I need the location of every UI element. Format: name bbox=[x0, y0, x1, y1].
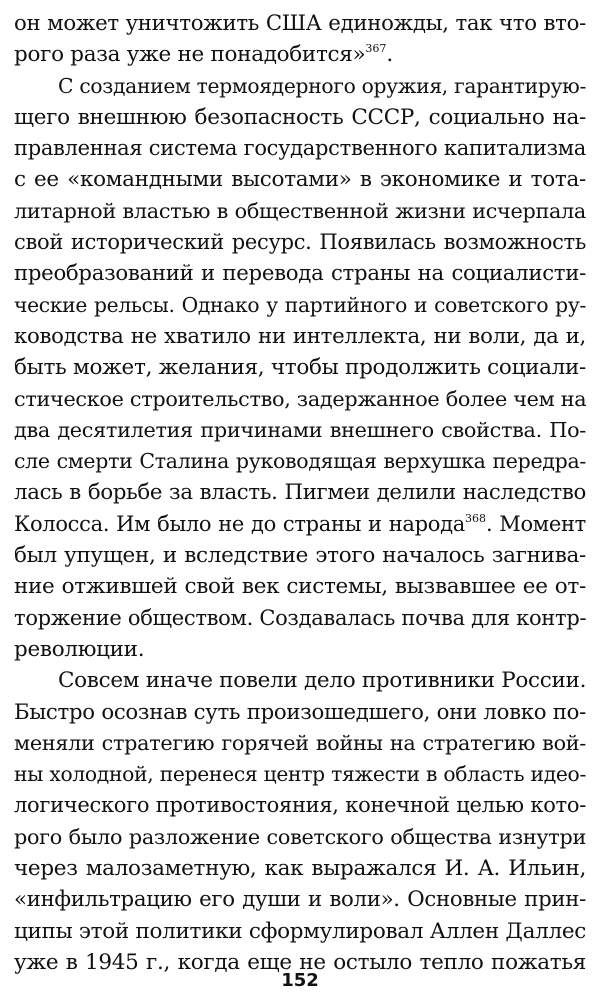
line-text: щего внешнюю безопасность СССР, социально на- bbox=[14, 104, 586, 130]
text-line bbox=[14, 759, 586, 790]
footnote-reference: 368 bbox=[464, 511, 486, 525]
text-line bbox=[14, 603, 586, 634]
line-text: быть может, желания, чтобы продолжить социали- bbox=[14, 355, 586, 381]
text-line bbox=[14, 384, 586, 415]
page-number: 152 bbox=[281, 970, 319, 991]
line-text: рого было разложение советского общества изнутри bbox=[14, 824, 586, 849]
text-line bbox=[14, 571, 586, 602]
text-line bbox=[14, 509, 586, 540]
line-text: правленная система государственного капитализма bbox=[14, 136, 586, 161]
line-text: стическое строительство, задержанное более чем на bbox=[14, 386, 586, 411]
line-text: С созданием термоядерного оружия, гарантирую- bbox=[58, 73, 586, 98]
line-text: уже в 1945 г., когда еще не остыло тепло пожатья bbox=[14, 949, 586, 975]
text-line bbox=[14, 540, 586, 571]
text-line bbox=[14, 665, 586, 696]
text-line bbox=[14, 164, 586, 195]
line-text-tail: . bbox=[386, 42, 393, 68]
line-text: ние отжившей свой век системы, вызвавшее ее от- bbox=[14, 574, 586, 600]
text-line bbox=[14, 227, 586, 258]
text-line bbox=[14, 352, 586, 383]
line-text: ческие рельсы. Однако у партийного и советского ру- bbox=[14, 292, 586, 317]
text-line bbox=[14, 196, 586, 227]
line-text: Колосса. Им было не до страны и народа bbox=[14, 511, 465, 536]
line-text: ны холодной, перенеся центр тяжести в область идео- bbox=[14, 762, 586, 787]
text-line bbox=[14, 697, 586, 728]
text-line bbox=[14, 8, 586, 39]
text-line bbox=[14, 853, 586, 884]
line-text: был упущен, и вследствие этого началось загнива- bbox=[14, 543, 586, 569]
text-line bbox=[14, 71, 586, 102]
page-body-text bbox=[14, 8, 586, 978]
line-text: сле смерти Сталина руководящая верхушка передра- bbox=[14, 449, 586, 474]
line-text: два десятилетия причинами внешнего свойства. По- bbox=[14, 417, 586, 442]
text-line bbox=[14, 133, 586, 164]
text-line bbox=[14, 634, 586, 665]
text-line bbox=[14, 790, 586, 821]
text-line bbox=[14, 728, 586, 759]
text-line bbox=[14, 916, 586, 947]
footnote-reference: 367 bbox=[365, 42, 387, 56]
line-text: он может уничтожить США единожды, так что вто- bbox=[14, 11, 586, 36]
text-line bbox=[14, 102, 586, 133]
line-text: меняли стратегию горячей войны на стратегию вой- bbox=[14, 730, 586, 755]
line-text: ципы этой политики сформулировал Аллен Даллес bbox=[14, 918, 586, 944]
line-text: логического противостояния, конечной целью кото- bbox=[14, 793, 586, 818]
line-text: торжение обществом. Создавалась почва для контр- bbox=[14, 605, 586, 630]
line-text: революции. bbox=[14, 636, 145, 662]
line-text: преобразований и перевода страны на социалисти- bbox=[14, 261, 586, 287]
line-text: ководства не хватило ни интеллекта, ни воли, да и, bbox=[14, 323, 586, 349]
text-line bbox=[14, 258, 586, 289]
text-line bbox=[14, 884, 586, 915]
text-line bbox=[14, 446, 586, 477]
text-line bbox=[14, 415, 586, 446]
line-text: лась в борьбе за власть. Пигмеи делили наследство bbox=[14, 480, 586, 506]
text-line bbox=[14, 39, 586, 70]
line-text: Совсем иначе повели дело противники России. bbox=[58, 668, 586, 694]
line-text: рого раза уже не понадобится» bbox=[14, 42, 366, 68]
line-text: свой исторический ресурс. Появилась возможность bbox=[14, 230, 586, 255]
line-text: с ее «командными высотами» в экономике и тота- bbox=[14, 167, 586, 193]
text-line bbox=[14, 321, 586, 352]
line-text-tail: . Момент bbox=[485, 511, 586, 536]
text-line bbox=[14, 822, 586, 853]
line-text: литарной властью в общественной жизни исчерпала bbox=[14, 198, 586, 223]
line-text: Быстро осознав суть произошедшего, они ловко по- bbox=[14, 699, 586, 725]
text-line bbox=[14, 290, 586, 321]
line-text: через малозаметную, как выражался И. А. Ильин, bbox=[14, 856, 586, 882]
line-text: «инфильтрацию его души и воли». Основные прин- bbox=[14, 887, 586, 913]
text-line bbox=[14, 477, 586, 508]
